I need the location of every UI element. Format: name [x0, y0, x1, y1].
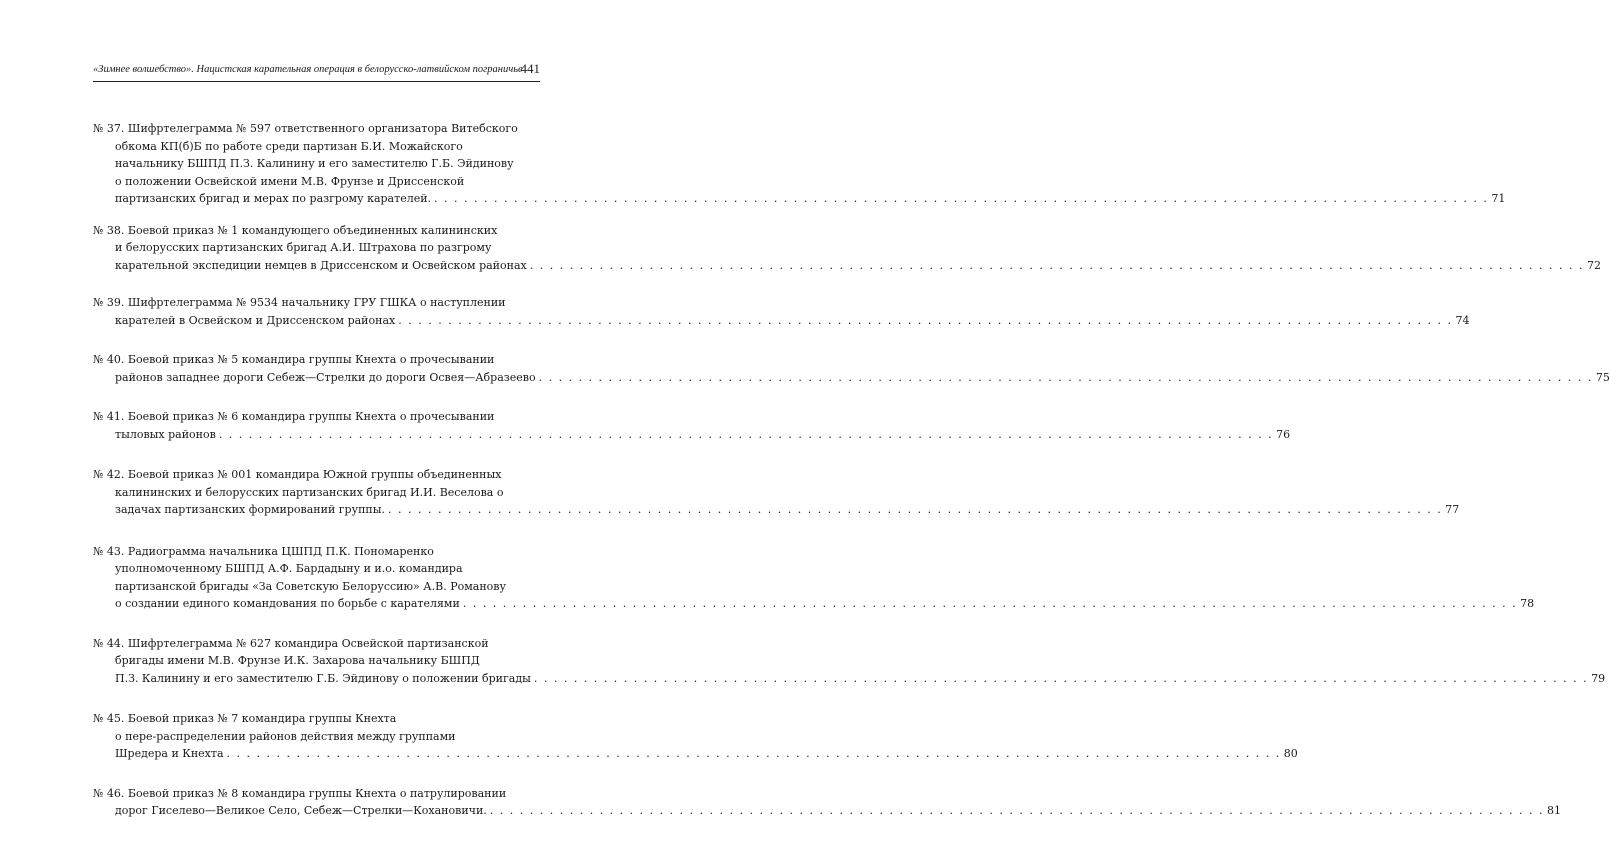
- dot-leader: [395, 312, 1455, 330]
- toc-entry-line: № 46. Боевой приказ № 8 командира группы Кнехта о патрулировании: [93, 786, 507, 800]
- toc-entry[interactable]: [93, 710, 1298, 763]
- table-of-contents: [93, 120, 1610, 820]
- toc-entry-page: 72: [1587, 258, 1601, 272]
- toc-entry-line: № 45. Боевой приказ № 7 командира группы Кнехта: [93, 712, 397, 725]
- toc-entry[interactable]: [93, 408, 1291, 443]
- toc-entry-line: [93, 595, 1535, 613]
- toc-entry[interactable]: [93, 785, 1562, 820]
- toc-entry[interactable]: [93, 466, 1460, 519]
- toc-entry-line: [93, 501, 1460, 519]
- toc-entry-line: уполномоченному БШПД А.Ф. Бардадыну и и.о. командира: [115, 562, 463, 575]
- dot-leader: [531, 670, 1591, 688]
- running-header: [93, 63, 540, 79]
- toc-entry-text: дорог Гиселево—Великое Село, Себеж—Стрелки—Кохановичи.: [115, 804, 487, 817]
- toc-entry-line: № 38. Боевой приказ № 1 командующего объединенных калининских: [93, 223, 498, 237]
- toc-entry-text: карателей в Освейском и Дриссенском районах: [115, 313, 396, 327]
- toc-entry-line: [93, 745, 1298, 763]
- toc-entry-line: [93, 369, 1610, 387]
- toc-entry-text: Шредера и Кнехта: [115, 747, 224, 760]
- toc-entry-text: карательной экспедиции немцев в Дриссенском и Освейском районах: [115, 258, 527, 272]
- toc-entry-line: бригады имени М.В. Фрунзе И.К. Захарова начальнику БШПД: [115, 654, 480, 667]
- toc-entry[interactable]: [93, 294, 1470, 329]
- dot-leader: [536, 369, 1596, 387]
- toc-entry-page: 80: [1283, 747, 1298, 760]
- toc-entry-line: о положении Освейской имени М.В. Фрунзе и Дриссенской: [115, 174, 465, 188]
- toc-entry-page: 74: [1455, 313, 1470, 327]
- toc-entry[interactable]: [93, 222, 1601, 275]
- toc-entry-text: тыловых районов: [115, 427, 216, 441]
- toc-entry-line: № 42. Боевой приказ № 001 командира Южной группы объединенных: [93, 468, 502, 481]
- toc-entry-line: о пере-распределении районов действия между группами: [115, 729, 456, 743]
- toc-entry-line: № 39. Шифртелеграмма № 9534 начальнику ГРУ ГШКА о наступлении: [93, 296, 506, 309]
- toc-entry-line: начальнику БШПД П.З. Калинину и его заместителю Г.Б. Эйдинову: [115, 157, 514, 170]
- toc-entry-line: [93, 802, 1562, 820]
- toc-entry-page: 76: [1276, 427, 1291, 441]
- toc-entry-line: № 41. Боевой приказ № 6 командира группы Кнехта о прочесывании: [93, 410, 495, 423]
- toc-entry-page: 71: [1491, 192, 1506, 205]
- toc-entry-page: 75: [1595, 370, 1610, 384]
- toc-entry-line: № 44. Шифртелеграмма № 627 командира Освейской партизанской: [93, 636, 489, 650]
- toc-entry-line: [93, 426, 1291, 444]
- toc-entry[interactable]: [93, 120, 1506, 208]
- toc-entry-line: [93, 670, 1606, 688]
- dot-leader: [527, 257, 1587, 275]
- toc-entry-line: № 37. Шифртелеграмма № 597 ответственного организатора Витебского: [93, 122, 518, 135]
- toc-entry[interactable]: [93, 635, 1606, 688]
- toc-entry-text: П.З. Калинину и его заместителю Г.Б. Эйдинову о положении бригады: [115, 671, 531, 685]
- toc-entry-line: и белорусских партизанских бригад А.И. Штрахова по разгрому: [115, 241, 492, 254]
- toc-entry-page: 78: [1520, 597, 1535, 610]
- dot-leader: [216, 426, 1276, 444]
- toc-entry[interactable]: [93, 543, 1535, 613]
- running-header-title: «Зимнее волшебство». Нацистская карательная операция в белорусско-латвийском пограничье: [93, 64, 523, 75]
- dot-leader: [224, 745, 1284, 763]
- toc-entry-page: 81: [1547, 804, 1562, 817]
- toc-entry-line: обкома КП(б)Б по работе среди партизан Б.И. Можайского: [115, 139, 463, 153]
- toc-entry-page: 77: [1445, 503, 1460, 516]
- toc-entry-line: № 43. Радиограмма начальника ЦШПД П.К. Пономаренко: [93, 544, 434, 558]
- toc-entry-page: 79: [1591, 671, 1606, 685]
- dot-leader: [431, 190, 1491, 208]
- toc-entry-line: [93, 190, 1506, 208]
- toc-entry[interactable]: [93, 351, 1610, 386]
- toc-entry-line: калининских и белорусских партизанских бригад И.И. Веселова о: [115, 485, 504, 499]
- dot-leader: [385, 501, 1445, 519]
- toc-entry-text: районов западнее дороги Себеж—Стрелки до дороги Освея—Абразеево: [115, 370, 536, 384]
- dot-leader: [460, 595, 1520, 613]
- toc-entry-text: партизанских бригад и мерах по разгрому карателей.: [115, 192, 432, 205]
- header-divider: [93, 81, 540, 82]
- toc-entry-text: о создании единого командования по борьбе с карателями: [115, 597, 460, 610]
- dot-leader: [487, 802, 1547, 820]
- toc-entry-line: партизанской бригады «За Советскую Белоруссию» А.В. Романову: [115, 579, 506, 593]
- toc-entry-text: задачах партизанских формирований группы.: [115, 503, 385, 516]
- page-number: 441: [520, 61, 540, 76]
- toc-entry-line: [93, 312, 1470, 330]
- toc-entry-line: [93, 257, 1601, 275]
- toc-entry-line: № 40. Боевой приказ № 5 командира группы Кнехта о прочесывании: [93, 353, 495, 366]
